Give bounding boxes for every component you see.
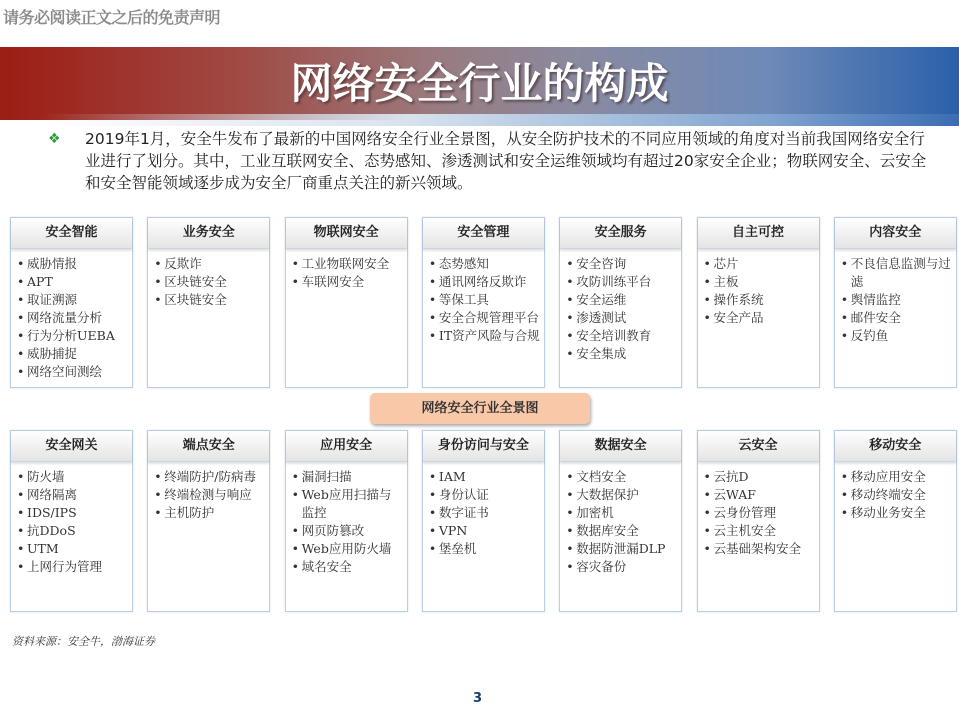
category-item: • 渗透测试 — [566, 309, 677, 327]
disclaimer-text: 请务必阅读正文之后的免责声明 — [3, 8, 221, 27]
category-item: • 身份认证 — [429, 486, 540, 504]
category-item: • 数据库安全 — [566, 522, 677, 540]
category-items — [698, 249, 819, 327]
category-item: • 不良信息监测与过滤 — [841, 255, 952, 291]
category-title: 业务安全 — [148, 218, 269, 249]
category-item: • 云基础架构安全 — [704, 540, 815, 558]
category-item: • 容灾备份 — [566, 558, 677, 576]
category-item: • 网络流量分析 — [17, 309, 128, 327]
category-items — [286, 462, 407, 576]
category-item: • 工业物联网安全 — [292, 255, 403, 273]
category-item: • 云抗D — [704, 468, 815, 486]
category-item: • 主机防护 — [154, 504, 265, 522]
intro-paragraph — [48, 128, 928, 194]
category-items — [148, 249, 269, 309]
category-box — [10, 430, 133, 612]
category-item: • 反钓鱼 — [841, 327, 952, 345]
category-item: • 威胁捕捉 — [17, 345, 128, 363]
category-title: 安全管理 — [423, 218, 544, 249]
category-item: • 主板 — [704, 273, 815, 291]
intro-text: 2019年1月，安全牛发布了最新的中国网络安全行业全景图，从安全防护技术的不同应用领域的角度对当前我国网络安全行业进行了划分。其中，工业互联网安全、态势感知、渗透测试和安全运维领域均有超过20家安全企业；物联网安全、云安全和安全智能领域逐步成为安全厂商重点关注的新兴领域。 — [85, 130, 927, 192]
category-item: • 上网行为管理 — [17, 558, 128, 576]
category-items — [286, 249, 407, 291]
category-item: • 大数据保护 — [566, 486, 677, 504]
category-title: 安全智能 — [11, 218, 132, 249]
category-item: • 安全合规管理平台 — [429, 309, 540, 327]
category-title: 自主可控 — [698, 218, 819, 249]
category-item: • 防火墙 — [17, 468, 128, 486]
category-box — [147, 217, 270, 388]
category-item: • 态势感知 — [429, 255, 540, 273]
category-box — [559, 217, 682, 388]
landscape-label: 网络安全行业全景图 — [370, 393, 590, 424]
category-item: • 文档安全 — [566, 468, 677, 486]
category-box — [422, 430, 545, 612]
category-item: • 威胁情报 — [17, 255, 128, 273]
category-item: • 移动应用安全 — [841, 468, 952, 486]
category-item: • IDS/IPS — [17, 504, 128, 522]
diamond-bullet-icon: ❖ — [48, 131, 61, 147]
category-item: • 域名安全 — [292, 558, 403, 576]
category-item: • 云主机安全 — [704, 522, 815, 540]
category-items — [560, 249, 681, 363]
category-item: • 安全运维 — [566, 291, 677, 309]
category-item: • 安全集成 — [566, 345, 677, 363]
category-item: • 移动业务安全 — [841, 504, 952, 522]
category-item: • 通讯网络反欺诈 — [429, 273, 540, 291]
category-item: • 安全咨询 — [566, 255, 677, 273]
source-note: 资料来源：安全牛，渤海证券 — [12, 635, 155, 648]
category-item: • IAM — [429, 468, 540, 486]
category-item: • 移动终端安全 — [841, 486, 952, 504]
category-item: • 堡垒机 — [429, 540, 540, 558]
category-item: • 云身份管理 — [704, 504, 815, 522]
category-item: • 网络隔离 — [17, 486, 128, 504]
category-title: 内容安全 — [835, 218, 956, 249]
category-title: 云安全 — [698, 431, 819, 462]
category-box — [834, 217, 957, 388]
category-box — [422, 217, 545, 388]
category-item: • APT — [17, 273, 128, 291]
category-box — [697, 430, 820, 612]
category-item: • 车联网安全 — [292, 273, 403, 291]
category-item: • 反欺诈 — [154, 255, 265, 273]
category-items — [835, 462, 956, 522]
category-item: • 数据防泄漏DLP — [566, 540, 677, 558]
category-items — [11, 462, 132, 576]
category-item: • 行为分析UEBA — [17, 327, 128, 345]
category-item: • 数字证书 — [429, 504, 540, 522]
category-box — [285, 217, 408, 388]
category-item: • 安全产品 — [704, 309, 815, 327]
category-item: • Web应用防火墙 — [292, 540, 403, 558]
category-box — [285, 430, 408, 612]
category-box — [147, 430, 270, 612]
category-item: • Web应用扫描与监控 — [292, 486, 403, 522]
category-title: 身份访问与安全 — [423, 431, 544, 462]
category-box — [834, 430, 957, 612]
category-item: • 等保工具 — [429, 291, 540, 309]
category-items — [11, 249, 132, 381]
category-title: 物联网安全 — [286, 218, 407, 249]
category-item: • IT资产风险与合规 — [429, 327, 540, 345]
category-items — [698, 462, 819, 558]
page-number: 3 — [473, 691, 483, 706]
category-items — [423, 462, 544, 558]
category-title: 端点安全 — [148, 431, 269, 462]
category-item: • VPN — [429, 522, 540, 540]
category-item: • 邮件安全 — [841, 309, 952, 327]
category-item: • 攻防训练平台 — [566, 273, 677, 291]
category-title: 安全服务 — [560, 218, 681, 249]
category-item: • 抗DDoS — [17, 522, 128, 540]
category-item: • 加密机 — [566, 504, 677, 522]
category-box — [559, 430, 682, 612]
page-title: 网络安全行业的构成 — [290, 59, 669, 108]
category-item: • 区块链安全 — [154, 273, 265, 291]
category-title: 移动安全 — [835, 431, 956, 462]
category-item: • 网络空间测绘 — [17, 363, 128, 381]
category-item: • 芯片 — [704, 255, 815, 273]
category-items — [835, 249, 956, 345]
category-box — [10, 217, 133, 388]
category-items — [560, 462, 681, 576]
category-item: • 取证溯源 — [17, 291, 128, 309]
category-item: • 漏洞扫描 — [292, 468, 403, 486]
category-title: 数据安全 — [560, 431, 681, 462]
category-item: • 区块链安全 — [154, 291, 265, 309]
category-items — [423, 249, 544, 345]
category-item: • UTM — [17, 540, 128, 558]
category-item: • 舆情监控 — [841, 291, 952, 309]
category-box — [697, 217, 820, 388]
category-item: • 云WAF — [704, 486, 815, 504]
category-item: • 安全培训教育 — [566, 327, 677, 345]
category-title: 安全网关 — [11, 431, 132, 462]
category-title: 应用安全 — [286, 431, 407, 462]
category-item: • 终端防护/防病毒 — [154, 468, 265, 486]
category-item: • 网页防篡改 — [292, 522, 403, 540]
category-item: • 终端检测与响应 — [154, 486, 265, 504]
category-item: • 操作系统 — [704, 291, 815, 309]
category-items — [148, 462, 269, 522]
